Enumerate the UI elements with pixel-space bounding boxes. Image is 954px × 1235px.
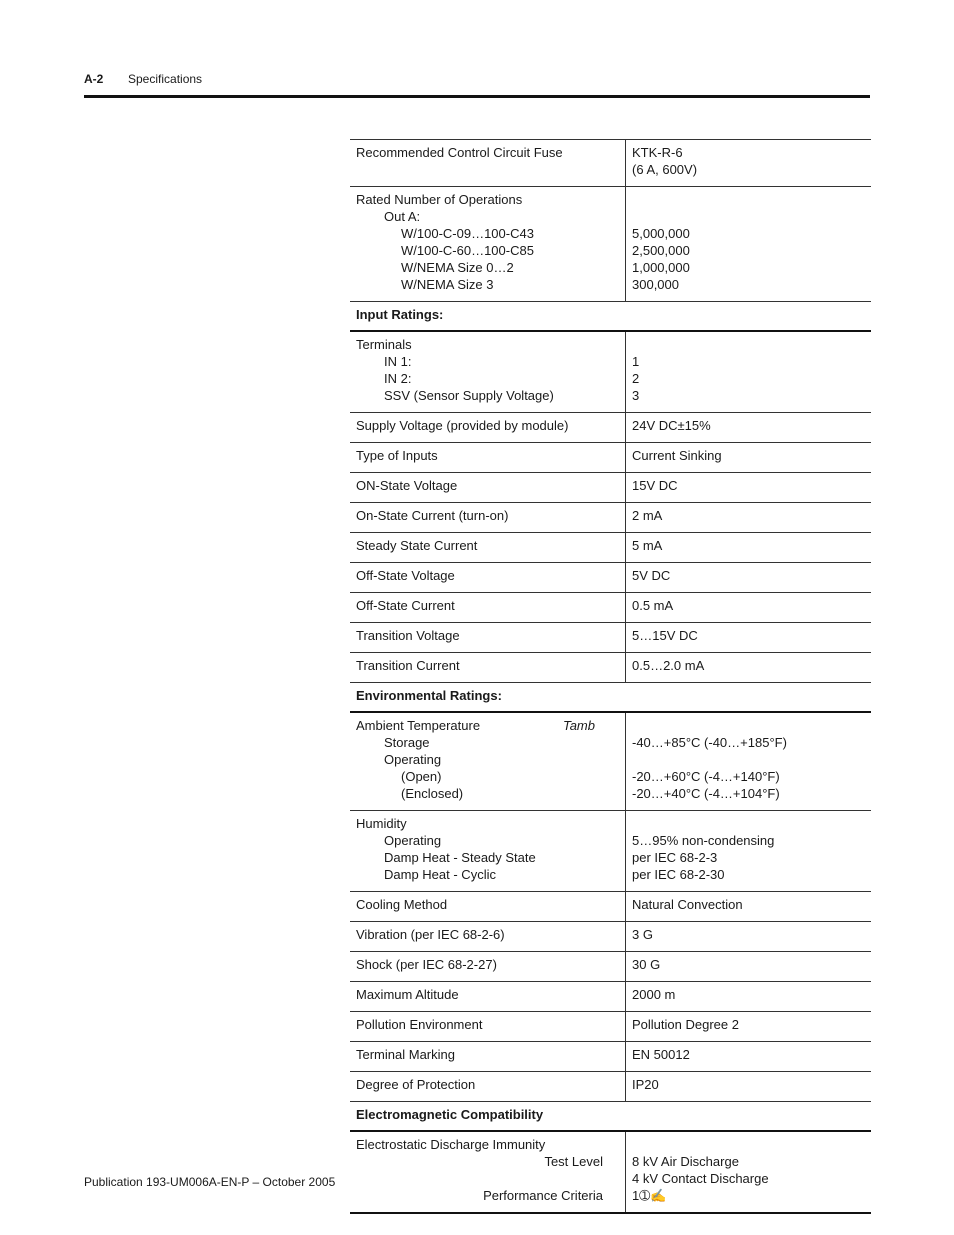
label-line: W/100-C-60…100-C85 [401,243,534,258]
table-row [350,413,871,443]
row-label: Type of Inputs [350,443,626,473]
value-line: 2 [632,371,640,386]
page-footer: Publication 193-UM006A-EN-P – October 2005 [84,1175,336,1189]
row-value [626,1131,872,1213]
label-line: Rated Number of Operations [356,192,523,207]
section-heading: Input Ratings: [350,302,871,332]
ambient-label: Ambient Temperature [356,718,481,733]
value-line: 3 [632,388,640,403]
table-row [350,653,871,683]
row-label: Cooling Method [350,892,626,922]
table-row [350,1042,871,1072]
value-line: -40…+85°C (-40…+185°F) [632,735,787,750]
label-line: W/100-C-09…100-C43 [401,226,534,241]
value-line: 4 kV Contact Discharge [632,1171,769,1186]
section-row [350,683,871,713]
row-label: Transition Voltage [350,623,626,653]
row-label: Off-State Current [350,593,626,623]
row-label: Transition Current [350,653,626,683]
table-row [350,952,871,982]
table-row [350,563,871,593]
row-value [626,187,872,302]
row-label: Steady State Current [350,533,626,563]
row-label: Terminal Marking [350,1042,626,1072]
label-line: Storage [384,735,430,750]
row-label: Supply Voltage (provided by module) [350,413,626,443]
label-line: Damp Heat - Steady State [384,850,536,865]
value-line: 1,000,000 [632,260,690,275]
row-label: Maximum Altitude [350,982,626,1012]
label-line: IN 2: [384,371,412,386]
value-line: 5…95% non-condensing [632,833,775,848]
table-row [350,712,871,811]
row-label [350,811,626,892]
row-value: 3 G [626,922,872,952]
section-heading: Electromagnetic Compatibility [350,1102,871,1132]
table-row [350,503,871,533]
value-line: (6 A, 600V) [632,162,698,177]
tamb-symbol: Tamb [562,718,595,733]
table-row [350,1131,871,1213]
table-row [350,443,871,473]
row-label: On-State Current (turn-on) [350,503,626,533]
table-row [350,1012,871,1042]
row-label [350,331,626,413]
row-value: IP20 [626,1072,872,1102]
table-row [350,623,871,653]
label-line: SSV (Sensor Supply Voltage) [384,388,554,403]
row-value: EN 50012 [626,1042,872,1072]
row-label [350,1131,626,1213]
label-line: Terminals [356,337,412,352]
table-row [350,593,871,623]
label-line: (Enclosed) [401,786,464,801]
row-value: Pollution Degree 2 [626,1012,872,1042]
value-line: KTK-R-6 [632,145,683,160]
label-line: Performance Criteria [483,1188,603,1203]
value-line: 1➀✍ [632,1188,667,1203]
label-line: Electrostatic Discharge Immunity [356,1137,546,1152]
page-number: A-2 [84,72,104,86]
row-value: 24V DC±15% [626,413,872,443]
row-value [626,811,872,892]
table-row [350,331,871,413]
row-label: Degree of Protection [350,1072,626,1102]
row-value: 0.5 mA [626,593,872,623]
label-line: Test Level [544,1154,603,1169]
row-value: 30 G [626,952,872,982]
row-value [626,140,872,187]
row-label [350,187,626,302]
row-label: Vibration (per IEC 68-2-6) [350,922,626,952]
value-line: 1 [632,354,640,369]
row-label: Off-State Voltage [350,563,626,593]
value-line: -20…+60°C (-4…+140°F) [632,769,780,784]
value-line: 5,000,000 [632,226,690,241]
label-line: Out A: [384,209,421,224]
table-row [350,187,871,302]
specifications-table [350,139,871,1214]
table-row [350,922,871,952]
row-value [626,331,872,413]
label-line: Operating [384,833,442,848]
row-value: 5 mA [626,533,872,563]
label-line: (Open) [401,769,442,784]
row-value: Current Sinking [626,443,872,473]
section-heading: Environmental Ratings: [350,683,871,713]
row-label: Recommended Control Circuit Fuse [350,140,626,187]
row-label: Shock (per IEC 68-2-27) [350,952,626,982]
row-value: 15V DC [626,473,872,503]
section-row [350,1102,871,1132]
row-label [350,712,626,811]
label-line: W/NEMA Size 0…2 [401,260,514,275]
row-label: ON-State Voltage [350,473,626,503]
label-line: Operating [384,752,442,767]
row-value: 0.5…2.0 mA [626,653,872,683]
table-row [350,473,871,503]
table-row [350,140,871,187]
value-line: -20…+40°C (-4…+104°F) [632,786,780,801]
row-value: 5V DC [626,563,872,593]
table-row [350,892,871,922]
row-value: 2000 m [626,982,872,1012]
table-row [350,533,871,563]
table-row [350,811,871,892]
row-value: Natural Convection [626,892,872,922]
table-row [350,982,871,1012]
value-line: 300,000 [632,277,679,292]
label-line: IN 1: [384,354,412,369]
label-line: Humidity [356,816,407,831]
value-line: per IEC 68-2-30 [632,867,725,882]
value-line: 8 kV Air Discharge [632,1154,739,1169]
page-header [84,72,203,86]
section-row [350,302,871,332]
value-line: 2,500,000 [632,243,690,258]
value-line: per IEC 68-2-3 [632,850,718,865]
row-label: Pollution Environment [350,1012,626,1042]
label-line: W/NEMA Size 3 [401,277,494,292]
label-line [356,717,619,734]
header-rule [84,95,870,98]
row-value [626,712,872,811]
label-line: Damp Heat - Cyclic [384,867,496,882]
section-title: Specifications [128,72,203,86]
row-value: 2 mA [626,503,872,533]
row-value: 5…15V DC [626,623,872,653]
table-row [350,1072,871,1102]
